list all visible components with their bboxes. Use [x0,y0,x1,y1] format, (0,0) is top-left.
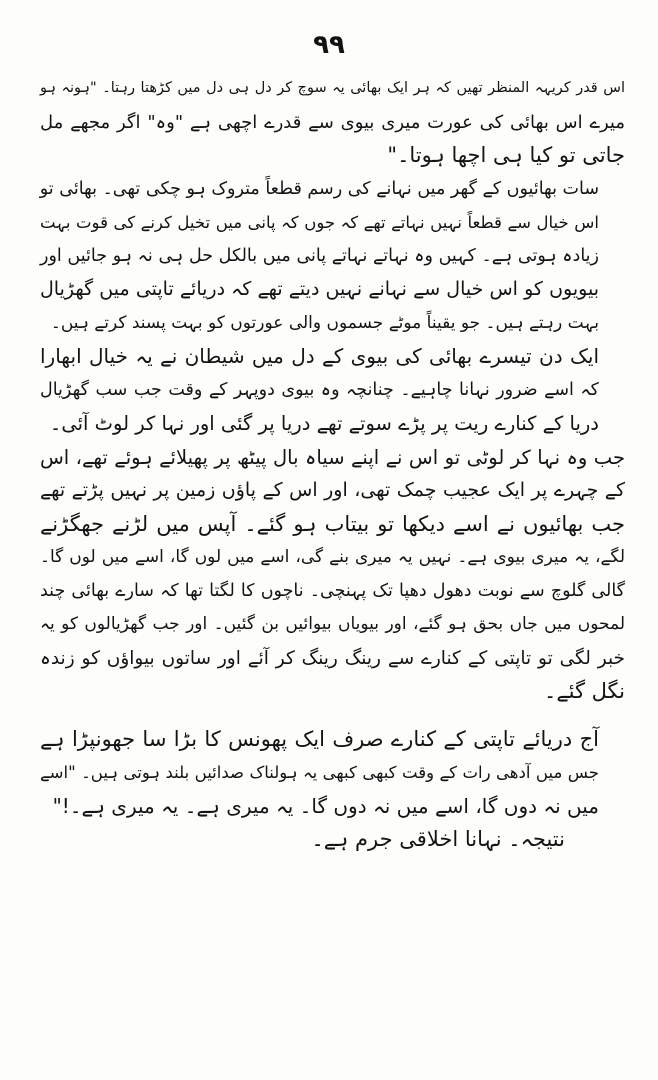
text-line: اس خیال سے قطعاً نہیں نہاتے تھے کہ جوں کہ پانی میں تخیل کرنے کی قوت بہت [40,213,599,232]
paragraph [40,340,625,441]
text-line: آج دریائے تاپتی کے کنارے صرف ایک پھونس کا بڑا سا جھونپڑا ہے [40,726,599,751]
paragraph [40,72,625,173]
text-line: خبر لگی تو تاپتی کے کنارے سے رینگ رینگ کر آئے اور ساتوں بیواؤں کو زندہ [40,647,625,669]
paragraph [40,723,625,824]
text-line: لگے، یہ میری بیوی ہے۔ نہیں یہ میری بنے گی، اسے میں لوں گا، اسے میں لوں گا۔ [40,547,625,567]
text-line: جب وہ نہا کر لوٹی تو اس نے اپنے سیاہ بال پیٹھ پر پھیلائے ہوئے تھے، اس [40,445,625,469]
text-line: لمحوں میں جاں بحق ہو گئے، اور بیویاں بیوائیں بن گئیں۔ اور جب گھڑیالوں کو یہ [40,614,625,634]
text-line: نگل گئے۔ [544,679,625,703]
text-line: میں نہ دوں گا، اسے میں نہ دوں گا۔ یہ میری ہے۔ یہ میری ہے۔!" [52,793,599,818]
text-line: اس قدر کریہہ المنظر تھیں کہ ہر ایک بھائی یہ سوچ کر دل ہی دل میں کڑھتا رہتا۔ "ہونہ ہو [40,80,625,96]
moral-line [40,823,625,857]
text-line: کہ اسے ضرور نہانا چاہیے۔ چنانچہ وہ بیوی دوپہر کے وقت جب سب گھڑیال [40,379,599,400]
text-line: بیویوں کو اس خیال سے نہانے نہیں دیتے تھے کہ دریائے تاپتی میں گھڑیال [40,278,599,300]
text-line: ایک دن تیسرے بھائی کی بیوی کے دل میں شیطان نے یہ خیال ابھارا [40,344,599,368]
text-line: زیادہ ہوتی ہے۔ کہیں وہ نہاتے نہاتے پانی میں بالکل حل ہی نہ ہو جائیں اور [40,245,599,266]
text-line: نتیجہ۔ نہانا اخلاقی جرم ہے۔ [311,827,565,851]
page-number: ۹۹ [313,30,345,60]
text-line: جب بھائیوں نے اسے دیکھا تو بیتاب ہو گئے۔ آپس میں لڑنے جھگڑنے [40,511,625,536]
text-line: جس میں آدھی رات کے وقت کبھی کبھی یہ ہولناک صدائیں بلند ہوتی ہیں۔ "اسے [40,763,599,782]
text-line: جاتی تو کیا ہی اچھا ہوتا۔" [387,143,625,167]
text-line: دریا کے کنارے ریت پر پڑے سوتے تھے دریا پر گئی اور نہا کر لوٹ آئی۔ [49,412,599,435]
text-line: میرے اس بھائی کی عورت میری بیوی سے قدرے اچھی ہے "وہ" اگر مجھے مل [40,111,625,133]
paragraph [40,173,625,341]
text-line: بہت رہتے ہیں۔ جو یقیناً موٹے جسموں والی عورتوں کو بہت پسند کرتے ہیں۔ [50,312,599,333]
text-line: گالی گلوچ سے نوبت دھول دھپا تک پہنچی۔ ناچوں کا لگتا تھا کہ سارے بھائی چند [40,580,625,601]
page-body-text [40,72,625,857]
text-line: سات بھائیوں کے گھر میں نہانے کی رسم قطعاً متروک ہو چکی تھی۔ بھائی تو [39,178,599,199]
paragraph [40,441,625,709]
text-line: کے چہرے پر ایک عجیب چمک تھی، اور اس کے پاؤں زمین پر نہیں پڑتے تھے [40,479,625,501]
